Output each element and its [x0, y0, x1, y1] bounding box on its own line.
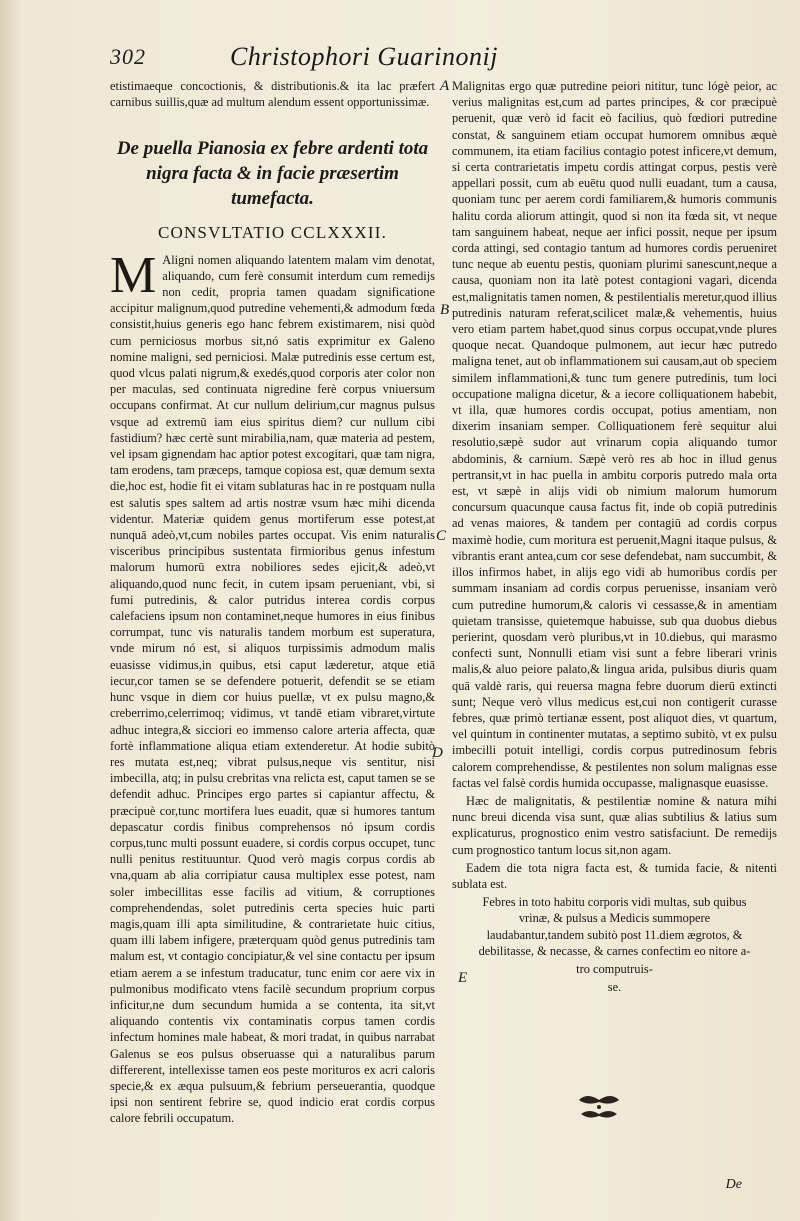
- page-number: 302: [110, 44, 146, 69]
- tapered-line-3: se.: [607, 980, 622, 995]
- printer-ornament-icon: [575, 1092, 623, 1122]
- tapered-line-1: Febres in toto habitu corporis vidi multas, sub quibus vrinæ, & pulsus a Medicis summopere laudabantur,tandem subitò post 11.diem ægrotos, & debilitasse, & necasse, & carnes confectim eo nitore a-: [478, 895, 751, 958]
- consultation-body: [110, 246, 435, 1127]
- margin-letter-e: E: [458, 970, 468, 986]
- consultation-body-text: Aligni nomen aliquando latentem malam vim denotat, aliquando, cum ferè consumit interdum cum remedijs non cedit, propria tamen quadam significatione accipitur malignum,quod putredine vehementi,& admodum fœda consistit,huius generis ego hanc febrem existimarem, nisi quòd cum perniciosus morbus sit,nó satis exprimitur ex Galeno nomine maligni, sed perniciosi. Malæ putredinis esse certum est, quod vlcus palati nigrum,& exedés,quod corporis ater color non per maculas, sed continuata nigredine ferè corpus vniuersum occupans confirmat. At cur nullum delirium,cur magnus pulsus vsque ad extremū iam eius spiritus diem? cur nullum cibi fastidium? hæc certè sunt mirabilia,nam, quæ materia ad pestem, vel ipsam gignendam hac aptior potest excogitari, quæ tam nigra, tam erodens, tam præceps, tamque copiosa est, quæ demum sexta die,hoc est, hodie fit ei vitam sublaturas hac in re postquam nulla est salutis spes saltem ad artis nostræ vsum hæc mihi dicenda videntur. Materiæ quidem genus mortiferum esse potest,at nunquā adeò,vt,cum nobiles partes occupat. Vis enim naturalis visceribus principibus sustentata firmioribus genus infestum malorum humorū extra nobiliores sedes ejicit,& adeò,vt aliquando,quod nunc fecit, in cutem ipsam perueniant, vbi, si fumi putredinis, & calor putridus interea cordis corpus calefaciens ipsum non contaminet,neque humores in eius finibus corrumpat, tunc vis naturalis tandem morbum est superatura, vnde mirum nó est, si aliquos turpissimis admodum malis euasisse vidimus,in quibus, etsi caput læderetur, atque etiā iecur,cor tamen se se defendere potuerit, defendit se se etiam hunc vsque in diem cor huius puellæ, vt ex pulsu magno,& creberrimo,celerrimoq; vidimus, vt tandē etiam vibraret,virtute adhuc integra,& sicciori eo immenso calore arteria affecta, quæ fortè inflammatione aliqua etiam extenderetur. At hodie subitò res mutata est,neq; vibrat pulsus,neque vis sentitur, nisi imbecilla, atq; in pulsu crebritas vna relicta est, caput tamen se se defendit adhuc. Principes ergo partes si capiantur affectu, & præcipuè cor,tunc mortifera lues euadit, quæ si humores tantum depascatur cordis finibus comprehensos nó ipsum cordis corpus,tunc multi possunt euadere, si cordis corpus occupet, tunc nulli penitus restituuntur. Quod verò magis corpus cordis ab vna,quam ab alia corripiatur causa multiplex esse potest, nam soler imbecillitas esse facilis ad vitium, & corruptiones comprehendendas, solet putredinis certa species huic parti magis,quam illi apta similitudine, & contrarietate huic citius, quam illi labem infigere, præterquam quòd genus putredinis tam malum est, vt contagio concipiatur,& vel sine contactu per ipsum etiam aerem a se infestum traducatur, tunc enim cor aere vix in pulmonibus modificato vtens facilè secundum proprium corpus inficitur,ne dum secundum humida a se contenta, ita sit,vt aliquando contentis vix contaminatis corpus tamen cordis infectum homines male habeat, & mori tradat, in quibus narrabat Galenus se eos pulsus obseruasse qui a naturalibus parum differerent, intellexisse tamen eos peste morituros ex acri caloris specie,& ex æqua pulsuum,& febrium perseuerantia, quodque ipsi non sentirent febrire se, quod indicio erat cordis corpus calore febrili occupatum.: [110, 252, 435, 1126]
- margin-letter-a: A: [440, 78, 450, 94]
- margin-letter-c: C: [436, 528, 447, 544]
- tapered-paragraph: [452, 894, 777, 995]
- page-header: [110, 42, 760, 78]
- catchword: De: [725, 1177, 742, 1192]
- tapered-line-2: tro computruis-: [576, 961, 653, 976]
- left-column: [110, 78, 435, 1151]
- right-body: Malignitas ergo quæ putredine peiori nititur, tunc lógè peior, ac verius malignitas est,cum ad partes principes, & cor præcipuè peruenit, quæ verò id facit eò facilius, quò fœdiori putredine constat, & sanguinem etiam occupat humorem omnibus æquè communem, ita etiam facilius contagio potest inficere,vt demum, si certa contrarietatis impetu cordis attingat corpus, pestis verè appellari possit, cum ab euētu quod nulli euadant, tum a causa, quoniam tunc per aerem cordi familiarem,& humoris communis halitu corda aliorum attingit, quod si non ita fœda sit, vt neque tam sanguinem habeat, neque aer infici possit, neque per ipsum corda attingi, sed contagio tantum ad humores cordis perueniret tunc neque ab euentu pestis, quoniam plurimi sanescunt,neque a causa, quoniam non ita latè potest contagioni vagari, dicenda est,malignitatis tamen nomen, & pestilentialis meretur,quod illius putredinis naturam referat,scilicet malæ,& vehementis, huius vero etiam partem habet,quod sinus corpus occupat,vnde plures quoque necat. Quandoque pulmonem, aut iecur hæc putredo maligna tenet, aut ob inflammationem sui causam,aut ob speciem similem inflammationi,& tunc tum genere putredinis, tum loci occupatione maligna dicetur, & a iecore colliquationem habebit, vt illa, quæ humores cordis occupat, potius amentiam, non dixerim insaniam semper. Colliquationem ferè sequitur alui resolutio,sæpè sudor aut vrinarum copia aliquando tumor abdominis, & carnium. Sæpè verò res ab hoc in illud genus pertransit,vt in hac puella in ambitu corporis putredo mala orta est, vt sæpè in alijs vidi ob nimium malorum humorum concursum quacunque causa factus fit, inde ob copiā putredinis ad venas maiores, & tandem per contagiū ad cordis corpus maximè hodie, cum moritura est peruenit,Magni itaque pulsus, & vibrantis erant antea,cum cor sese defendebat, nam succumbit, & illos infirmos habet, in alijs ego vidi ab humoribus cordis per summam insaniam ad cordis corpus peruenisse, insaniam verò cum putredine humorum,& caloris vi cessasse,& in amentiam quietam transisse, quietemque habuisse, sub qua duobus diebus perierint, quosdam verò pluribus,vt in 10.diebus, qui marasmo confecti sunt, Nonnulli etiam visi sunt a febre liberari vrinis malis,& aluo peiore palato,& lingua arida, pulsibus diuris quam quā valdè raris, qui reuersa magna febre duorum dierū extincti sunt; Neque verò vllus medicus est,cui non contigerit curasse febres, quæ primò tertianæ essent, post aliquot dies, vt quartum, vel quintum in continenter mutatas, a septimo subitò, vt ex pulsu imbecilli potuit intelligi, cordis corpus putredinosum febris calorem comprehendisse, & pestilentes non solum malignas esse factas vel falsè cordis humida occupasse, malignasque euasisse.: [452, 79, 777, 790]
- margin-letter-d: D: [432, 745, 443, 761]
- consultation-title: De puella Pianosia ex febre ardenti tota nigra facta & in facie præsertim tumefacta.: [116, 138, 429, 210]
- intro-paragraph: etistimaeque concoctionis, & distributionis.& ita lac præfert carnibus suillis,quæ ad multum alendum essent opportunissimæ.: [110, 79, 435, 110]
- consultation-number: CONSVLTATIO CCLXXXII.: [157, 223, 388, 243]
- right-paragraph-3: Eadem die tota nigra facta est, & tumida facie, & nitenti sublata est.: [452, 860, 777, 891]
- drop-cap: M: [110, 246, 157, 304]
- right-column: [452, 78, 777, 1151]
- right-paragraph-2: Hæc de malignitatis, & pestilentiæ nomine & natura mihi nunc breui dicenda visa sunt, quæ alias subtilius & latius sum explicaturus, prognostico enim vestro satisfaciunt. De remedijs cum prognostico tantum locus sit,non agam.: [452, 793, 777, 857]
- margin-letter-b: B: [440, 302, 450, 318]
- running-head: Christophori Guarinonij: [230, 42, 498, 71]
